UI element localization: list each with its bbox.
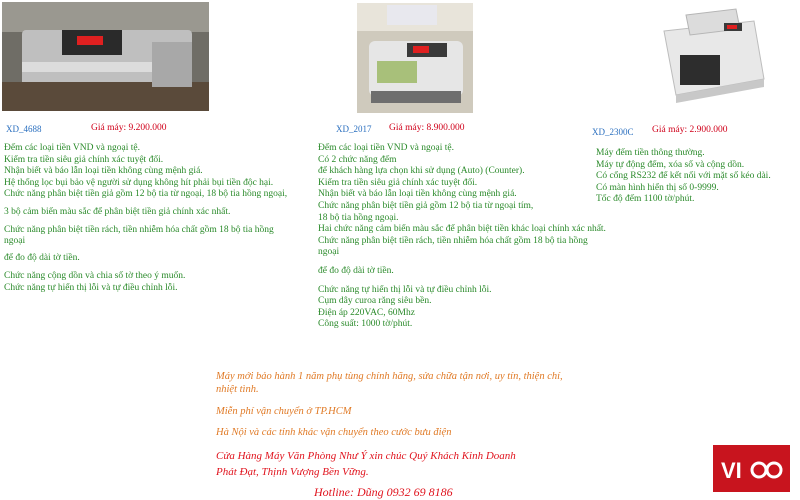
feature-line: để khách hàng lựa chọn khi sử dụng (Auto) (Counter). [318,166,525,177]
feature-line: Hai chức năng cảm biến màu sắc để phân biệt tiền khác loại chính xác nhất. [318,224,606,235]
product-price: Giá máy: 9.200.000 [91,123,167,133]
feature-line: Chức năng phân biệt tiền giả gồm 12 bộ tia từ ngoại tím, [318,200,534,211]
product-feature-list [4,143,287,295]
feature-line: Có màn hình hiển thị số 0-9999. [596,182,719,193]
feature-line: Điện áp 220VAC, 60Mhz [318,307,415,318]
thank-you-line: Phát Đạt, Thịnh Vượng Bền Vững. [216,466,369,478]
hotline: Hotline: Dũng 0932 69 8186 [314,485,453,499]
product-feature-list [596,148,771,206]
vico-logo-mark [713,445,790,492]
feature-line: Chức năng phân biệt tiền rách, tiền nhiễm hóa chất gồm 18 bộ tia hồng [318,235,588,246]
feature-line: Chức năng tự hiển thị lỗi và tự điều chỉnh lỗi. [318,284,492,295]
product-code: XD_2017 [336,124,372,134]
feature-line: Máy tự động đếm, xóa số và cộng dồn. [596,159,745,170]
vico-logo [713,445,790,492]
feature-line: Công suất: 1000 tờ/phút. [318,319,413,330]
product-feature-list [318,143,606,331]
money-counter-xd2017-illustration [357,3,473,113]
feature-line: để đo độ dài tờ tiền. [318,265,394,276]
feature-line: Kiểm tra tiền siêu giả chính xác tuyệt đối. [318,177,478,188]
feature-line: Chức năng cộng dồn và chia số tờ theo ý muốn. [4,271,186,282]
feature-line: Tốc độ đếm 1100 tờ/phút. [596,194,695,205]
feature-line: Máy đếm tiền thông thường. [596,148,705,158]
feature-line: Nhận biết và báo lẫn loại tiền không cùng mệnh giá. [318,189,517,200]
feature-line: 3 bộ cảm biến màu sắc để phân biệt tiền giả chính xác nhất. [4,206,231,217]
feature-line: Kiểm tra tiền siêu giả chính xác tuyệt đối. [4,154,164,165]
feature-line: Nhận biết và báo lẫn loại tiền không cùng mệnh giá. [4,166,203,177]
warranty-note: Máy mới bảo hành 1 năm phụ tùng chính hãng, sửa chữa tận nơi, uy tín, thiện chí, nhiệt tình. [216,371,563,395]
feature-line: Có cổng RS232 để kết nối với mặt số kéo dài. [596,171,771,182]
product-code: XD_4688 [6,124,42,134]
feature-line: Đếm các loại tiền VND và ngoại tệ. [318,143,454,153]
feature-line: ngoại [318,247,340,258]
product-image-xd2300c [636,3,771,113]
feature-line: ngoại [4,236,26,247]
shipping-note: Hà Nội và các tỉnh khác vận chuyển theo cước bưu điện [216,427,452,438]
product-code: XD_2300C [592,127,634,137]
feature-line: Cụm dây curoa răng siêu bền. [318,296,432,307]
product-image-xd2017 [357,3,473,113]
feature-line: Chức năng tự hiển thị lỗi và tự điều chỉnh lỗi. [4,282,178,293]
feature-line: Đếm các loại tiền VND và ngoại tệ. [4,143,140,153]
product-price: Giá máy: 2.900.000 [652,125,728,135]
feature-line: 18 bộ tia hồng ngoại. [318,212,399,223]
money-counter-xd2300c-illustration [636,3,771,113]
feature-line: Chức năng phân biệt tiền rách, tiền nhiễm hóa chất gồm 18 bộ tia hồng [4,224,274,235]
product-image-xd4688 [2,2,209,111]
feature-line: Có 2 chức năng đếm [318,154,397,165]
feature-line: để đo độ dài tờ tiền. [4,252,80,263]
feature-line: Chức năng phân biệt tiền giả gồm 12 bộ tia từ ngoại, 18 bộ tia hồng ngoại, [4,189,288,200]
feature-line: Hệ thống lọc bụi bảo vệ người sử dụng không hít phải bụi tiền độc hại. [4,177,274,188]
money-counter-xd4688-illustration [2,2,209,111]
product-price: Giá máy: 8.900.000 [389,123,465,133]
free-shipping-note: Miễn phí vận chuyển ở TP.HCM [216,406,352,417]
thank-you-line: Cửa Hàng Máy Văn Phòng Như Ý xin chúc Quý Khách Kinh Doanh [216,450,516,462]
svg-text:VI: VI [721,458,742,483]
